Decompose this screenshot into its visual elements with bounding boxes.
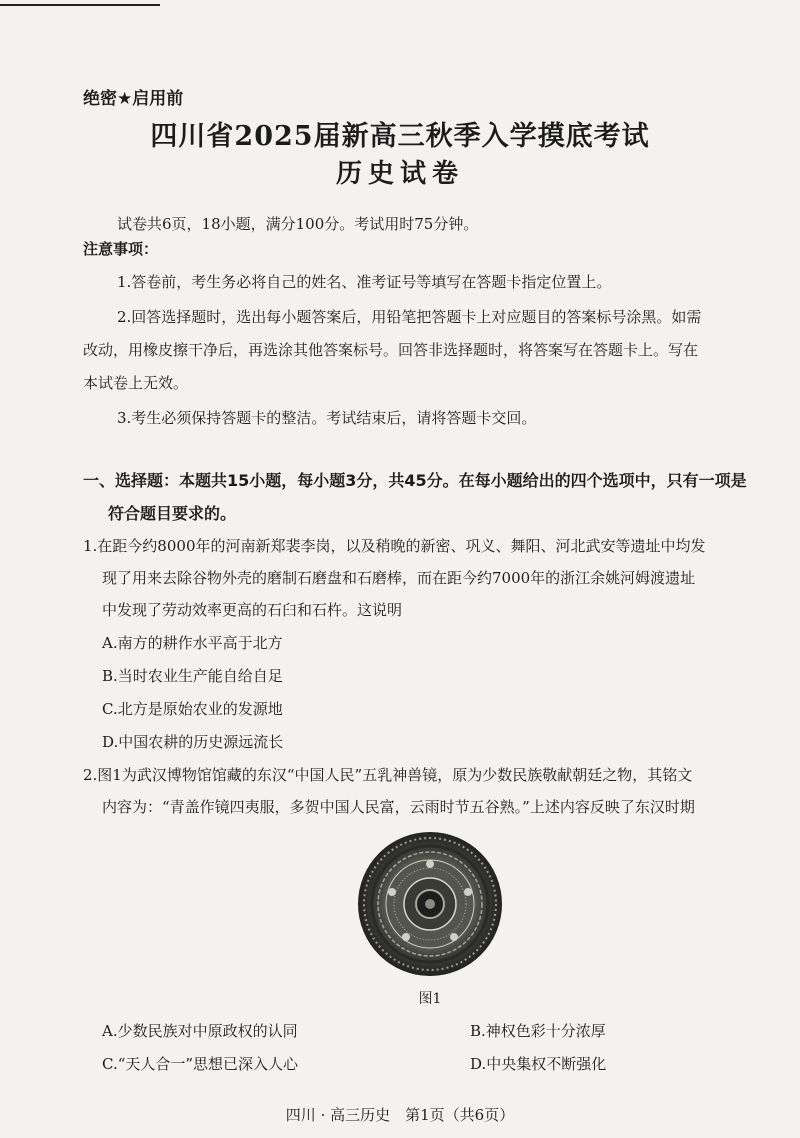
notes-heading: 注意事项： xyxy=(83,240,159,258)
note-1: 1.答卷前，考生务必将自己的姓名、准考证号等填写在答题卡指定位置上。 xyxy=(117,273,612,291)
q2-option-d: D.中央集权不断强化 xyxy=(470,1055,607,1073)
q1-line-1: 1.在距今约8000年的河南新郑裴李岗，以及稍晚的新密、巩义、舞阳、河北武安等遗址中均发 xyxy=(83,537,706,555)
q1-line-3: 中发现了劳动效率更高的石臼和石杵。这说明 xyxy=(102,601,403,619)
q1-option-c: C.北方是原始农业的发源地 xyxy=(102,700,283,718)
note-2-line-2: 改动，用橡皮擦干净后，再选涂其他答案标号。回答非选择题时，将答案写在答题卡上。写在 xyxy=(83,341,699,359)
section-heading-line-2: 符合题目要求的。 xyxy=(108,504,237,523)
page-footer: 四川 · 高三历史 第1页（共6页） xyxy=(285,1106,515,1124)
q2-option-c: C.“天人合一”思想已深入人心 xyxy=(102,1055,299,1073)
q1-line-2: 现了用来去除谷物外壳的磨制石磨盘和石磨棒，而在距今约7000年的浙江余姚河姆渡遗址 xyxy=(102,569,696,587)
q2-option-b: B.神权色彩十分浓厚 xyxy=(470,1022,606,1040)
q2-line-2: 内容为：“青盖作镜四夷服，多贺中国人民富，云雨时节五谷熟。”上述内容反映了东汉时期 xyxy=(102,798,695,816)
q1-option-a: A.南方的耕作水平高于北方 xyxy=(102,634,283,652)
section-heading-line-1: 一、选择题：本题共15小题，每小题3分，共45分。在每小题给出的四个选项中，只有一项是 xyxy=(83,471,747,490)
bronze-mirror-image xyxy=(357,831,503,977)
exam-title: 四川省2025届新高三秋季入学摸底考试 xyxy=(150,121,650,152)
note-2-line-1: 2.回答选择题时，选出每小题答案后，用铅笔把答题卡上对应题目的答案标号涂黑。如需 xyxy=(117,308,702,326)
q2-line-1: 2.图1为武汉博物馆馆藏的东汉“中国人民”五乳神兽镜，原为少数民族敬献朝廷之物，其铭文 xyxy=(83,766,693,784)
confidential-mark: 绝密★启用前 xyxy=(83,89,184,109)
q1-option-d: D.中国农耕的历史源远流长 xyxy=(102,733,284,751)
note-2-line-3: 本试卷上无效。 xyxy=(83,374,189,392)
exam-subtitle: 历史试卷 xyxy=(335,159,464,189)
note-3: 3.考生必须保持答题卡的整洁。考试结束后，请将答题卡交回。 xyxy=(117,409,537,427)
exam-summary: 试卷共6页，18小题，满分100分。考试用时75分钟。 xyxy=(117,215,479,233)
top-rule xyxy=(0,4,160,6)
q2-option-a: A.少数民族对中原政权的认同 xyxy=(102,1022,298,1040)
figure-caption: 图1 xyxy=(418,991,442,1007)
q1-option-b: B.当时农业生产能自给自足 xyxy=(102,667,283,685)
